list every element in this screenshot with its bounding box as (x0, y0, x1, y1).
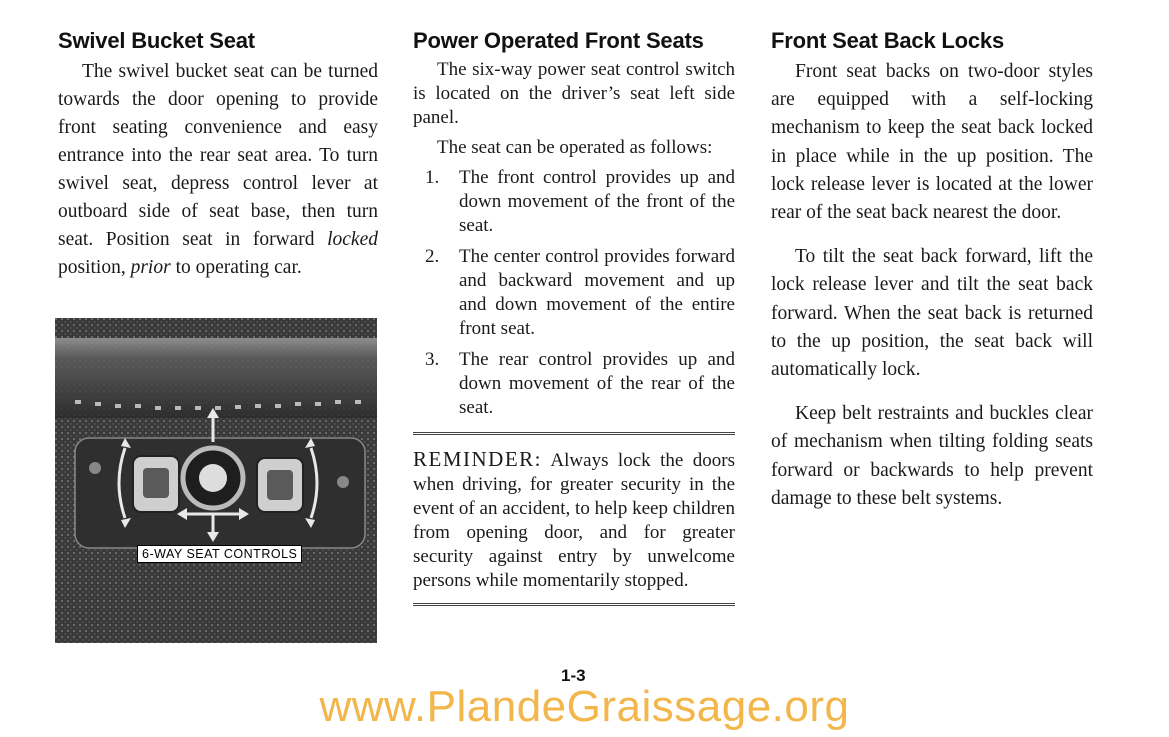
list-number: 1. (425, 167, 440, 188)
list-item (413, 348, 735, 420)
watermark-url: www.PlandeGraissage.org (319, 682, 850, 731)
power-operated-paragraph: The seat can be operated as follows: (437, 137, 713, 158)
swivel-body-end: to operating car. (170, 257, 302, 278)
reminder-top-rule (413, 432, 735, 435)
seat-controls-photo (55, 318, 377, 643)
seat-controls-illustration (55, 318, 377, 643)
emphasis-locked: locked (327, 229, 378, 250)
reminder-text: Always lock the doors when driving, for greater security in the event of an accident, to help keep children from opening door, and for greater security against entry by unwelcome persons while momentarily stopped. (413, 450, 735, 591)
column-seat-back-locks (771, 28, 1093, 513)
heading-swivel-bucket-seat: Swivel Bucket Seat (58, 28, 255, 53)
column-power-seats (413, 28, 735, 606)
page-number: 1-3 (561, 666, 586, 685)
photo-caption-six-way-seat-controls: 6-WAY SEAT CONTROLS (137, 545, 302, 563)
power-steps-list (413, 166, 735, 420)
reminder-label: REMINDER: (413, 447, 542, 471)
list-item (413, 245, 735, 341)
reminder-bottom-rule (413, 603, 735, 606)
list-number: 3. (425, 349, 440, 370)
heading-power-operated-front-seats: Power Operated Front Seats (413, 28, 704, 53)
locks-paragraph-1: Front seat backs on two-door styles are equipped with a self-locking mechanism to keep the seat back locked in place while in the up position. The lock release lever is located at the lower rear of the seat back nearest the door. (771, 61, 1093, 224)
column-swivel-seat (58, 28, 378, 282)
power-intro-paragraph: The six-way power seat control switch is located on the driver’s seat left side panel. (413, 59, 735, 128)
heading-front-seat-back-locks: Front Seat Back Locks (771, 28, 1004, 53)
swivel-paragraph (58, 58, 378, 282)
swivel-body-mid: position, (58, 257, 131, 278)
emphasis-prior: prior (130, 257, 171, 278)
list-number: 2. (425, 246, 440, 267)
locks-paragraph-2: To tilt the seat back forward, lift the lock release lever and tilt the seat back forward. When the seat back is returned to the up position, the seat back will automatically lock. (771, 246, 1093, 381)
list-text: The rear control provides up and down movement of the rear of the seat. (459, 349, 735, 418)
list-item (413, 166, 735, 238)
list-text: The front control provides up and down movement of the front of the seat. (459, 167, 735, 236)
locks-paragraph-3: Keep belt restraints and buckles clear of mechanism when tilting folding seats forward or backwards to help prevent damage to these belt systems. (771, 403, 1093, 509)
reminder-box (413, 447, 735, 603)
reminder-paragraph (413, 447, 735, 593)
swivel-body-text: The swivel bucket seat can be turned towards the door opening to provide front seating convenience and easy entrance into the rear seat area. To turn swivel seat, depress control lever at outboard side of seat base, then turn seat. Position seat in forward (58, 61, 378, 250)
list-text: The center control provides forward and backward movement and up and down movement of the entire front seat. (459, 246, 735, 339)
